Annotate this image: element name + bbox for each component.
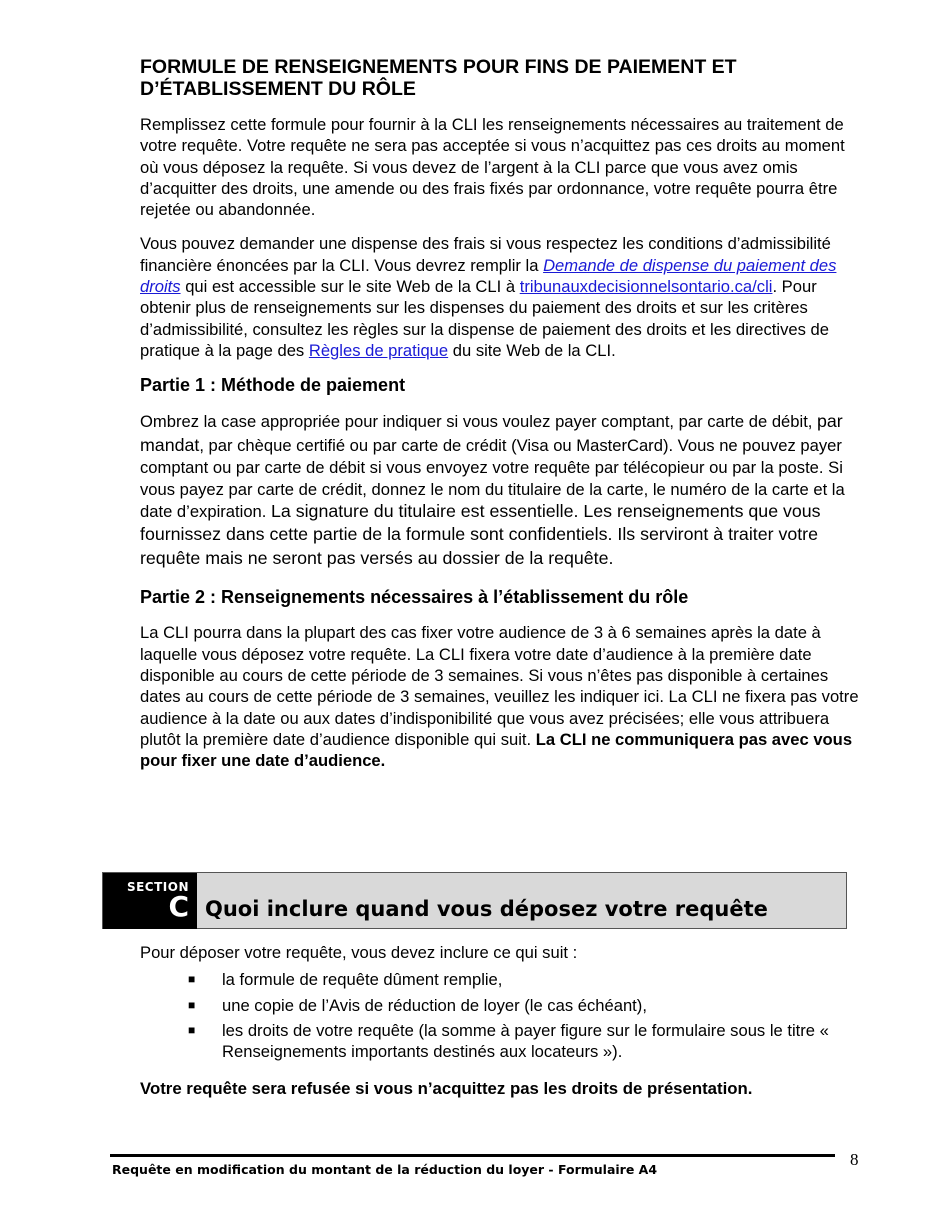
page-number: 8 (850, 1150, 859, 1169)
page-heading (140, 56, 862, 100)
part2-bold-text: La CLI ne communiquera pas avec vous pour fixer une date d’audience. (140, 729, 853, 771)
intro-paragraph: Remplissez cette formule pour fournir à la CLI les renseignements nécessaires au traitement de votre requête. Votre requête ne sera pas acceptée si vous n’acquittez pas ces droits au moment où vous déposez la requête. Si vous devez de l’argent à la CLI parce que vous avez omis d’acquitter des droits, une amende ou des frais fixés par ordonnance, votre requête pourra être rejetée ou abandonnée. (140, 115, 845, 220)
part1-text-3: , par chèque certifié ou par carte de crédit (Visa ou MasterCard). Vous ne pouvez payer comptant ou par carte de débit si vous envoyez votre requête par télécopieur ou par la poste. Si vous payez par carte de crédit, donnez le nom du titulaire de la carte, le numéro de la carte et la date d’expiration. (140, 435, 845, 521)
bullet-icon: ■ (188, 1022, 196, 1037)
main-content (140, 56, 862, 784)
list-item (140, 1020, 862, 1063)
footer-divider (110, 1154, 835, 1157)
part2-title: Partie 2 : Renseignements nécessaires à l’établissement du rôle (140, 587, 689, 608)
list-item-text: une copie de l’Avis de réduction de loyer (le cas échéant), (222, 995, 647, 1015)
section-title: Quoi inclure quand vous déposez votre requête (205, 897, 768, 921)
part2-paragraph (140, 622, 862, 771)
part1-paragraph (140, 410, 862, 570)
bullet-icon: ■ (188, 997, 196, 1012)
page-heading-line1: FORMULE DE RENSEIGNEMENTS POUR FINS DE PAIEMENT ET (140, 56, 737, 78)
part1-text-1: Ombrez la case appropriée pour indiquer si vous voulez payer comptant, par carte de débit, (140, 412, 818, 432)
section-c-intro: Pour déposer votre requête, vous devez inclure ce qui suit : (140, 943, 578, 962)
list-item (140, 969, 862, 990)
fee-waiver-text-3: . Pour obtenir plus de renseignements sur les dispenses du paiement des droits et sur les critères d’admissibilité, consultez les règles sur la dispense de paiement des droits et les directives de pratique à la page des (140, 277, 829, 360)
bullet-icon: ■ (188, 972, 196, 987)
section-letter: C (168, 890, 189, 923)
part1-text-2: par mandat (140, 411, 843, 455)
section-word: SECTION (126, 880, 189, 894)
section-c-content (140, 942, 862, 1100)
section-label-box (103, 873, 197, 929)
requirements-list (140, 969, 862, 1062)
footer-title: Requête en modification du montant de la réduction du loyer - Formulaire A4 (112, 1162, 658, 1177)
list-item-text: les droits de votre requête (la somme à payer figure sur le formulaire sous le titre « Renseignements importants destinés aux locateurs »). (222, 1020, 829, 1062)
refusal-warning: Votre requête sera refusée si vous n’acquittez pas les droits de présentation. (140, 1079, 753, 1099)
section-c-banner (102, 872, 847, 929)
website-link[interactable]: tribunauxdecisionnelsontario.ca/cli (519, 277, 773, 297)
part1-title: Partie 1 : Méthode de paiement (140, 375, 406, 396)
page-heading-line2: D’ÉTABLISSEMENT DU RÔLE (140, 78, 416, 100)
list-item-text: la formule de requête dûment remplie, (222, 970, 503, 990)
part2-text: La CLI pourra dans la plupart des cas fixer votre audience de 3 à 6 semaines après la date à laquelle vous déposez votre requête. La CLI fixera votre date d’audience à la première date disponible au cours de cette période de 3 semaines. Si vous n’êtes pas disponible à certaines dates au cours de cette période de 3 semaines, veuillez les indiquer ici. La CLI ne fixera pas votre audience à la date ou aux dates d’indisponibilité que vous avez précisées; elle vous attribuera plutôt la première date d’audience disponible qui suit. (140, 623, 859, 749)
list-item (140, 995, 862, 1016)
fee-waiver-text-1: Vous pouvez demander une dispense des frais si vous respectez les conditions d’admissibilité financière énoncées par la CLI. Vous devrez remplir la (140, 234, 831, 275)
fee-waiver-text-4: du site Web de la CLI. (448, 340, 616, 360)
fee-waiver-text-2: qui est accessible sur le site Web de la CLI à (180, 277, 520, 297)
part1-text-4: La signature du titulaire est essentielle. Les renseignements que vous fournissez dans cette partie de la formule sont confidentiels. Ils serviront à traiter votre requête mais ne seront pas versés au dossier de la requête. (140, 500, 821, 568)
rules-of-practice-link[interactable]: Règles de pratique (308, 340, 449, 360)
fee-waiver-link[interactable]: Demande de dispense du paiement des droits (140, 255, 837, 297)
fee-waiver-paragraph (140, 233, 862, 361)
